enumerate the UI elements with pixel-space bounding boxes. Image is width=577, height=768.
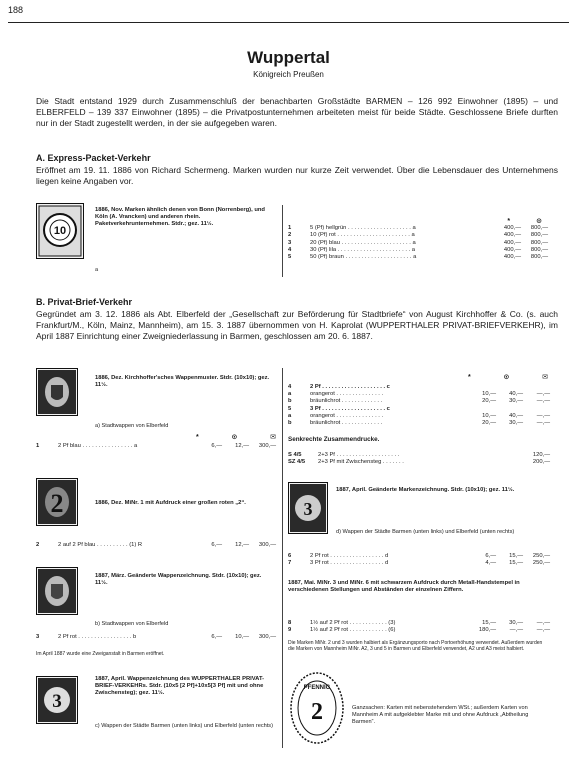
se-tenant-rows (288, 452, 550, 466)
row-description: 20 (Pf) blau . . . . . . . . . . . . . . . . . . . . . . a (310, 239, 416, 246)
row-description: orangerot . . . . . . . . . . . . . . . (310, 391, 384, 398)
row-description: orangerot . . . . . . . . . . . . . . . (310, 412, 384, 419)
used-symbol: ⊙ (536, 218, 542, 225)
table-row (288, 452, 550, 459)
row-price: —,— (536, 627, 550, 634)
page-title: Wuppertal (247, 48, 330, 67)
cancel-value: 2 (311, 699, 323, 725)
row-price: 400,— (503, 239, 521, 246)
row-number: a (288, 412, 292, 419)
stamp-express-a (36, 203, 84, 259)
page-subtitle: Königreich Preußen (253, 70, 324, 79)
table-row (288, 560, 550, 567)
row-price: 800,— (530, 254, 548, 261)
row-number: 9 (288, 627, 292, 634)
stamp-wappen-c (36, 676, 78, 724)
row-description: 3 Pf . . . . . . . . . . . . . . . . . . . . c (310, 405, 390, 412)
row-description: 2 Pf rot . . . . . . . . . . . . . . . . . b (58, 634, 137, 640)
row-number: 1 (288, 225, 292, 232)
table-row (288, 413, 550, 420)
row-description: bräunlichrot . . . . . . . . . . . . . (310, 398, 383, 405)
issue-b1-desc: 1886, Dez. Kirchhoffer'sches Wappenmuster. Stdr. (10x10); gez. 11½. (95, 375, 270, 388)
row-price: 250,— (532, 553, 550, 559)
row-price: 6,— (211, 443, 222, 449)
row-price (523, 384, 550, 391)
row-price (523, 406, 550, 413)
row-number: 1 (36, 443, 40, 449)
stamp-express-a-value: 10 (53, 225, 67, 237)
stamp-d-value: 3 (303, 499, 313, 519)
row-price: 40,— (509, 391, 523, 398)
issue-row-2 (36, 542, 276, 549)
row-number: SZ 4/5 (288, 459, 306, 466)
issue-d-desc: 1887, April. Geänderte Markenzeichnung. Stdr. (10x10); gez. 11½. (336, 487, 515, 493)
row-price: 400,— (503, 246, 521, 253)
row-price (469, 384, 496, 391)
row-price: 400,— (503, 232, 521, 239)
row-description: 2+3 Pf mit Zwischensteg . . . . . . . (318, 459, 404, 466)
cancel-text: PFENNIG (303, 685, 331, 691)
row-description: 2 Pf blau . . . . . . . . . . . . . . . . a (58, 443, 138, 449)
stamp-overprint-2 (36, 478, 78, 526)
section-b-heading: B. Privat-Brief-Verkehr (36, 297, 133, 307)
stamp-express-a-art (37, 204, 83, 258)
overprint-figure: 2 (50, 489, 64, 518)
row-description: 2 Pf . . . . . . . . . . . . . . . . . . . . c (310, 384, 390, 390)
section-a-text: Eröffnet am 19. 11. 1886 von Richard Schermeng. Marken wurden nur kurze Zeit verwendet. Über die Lebensdauer des Unternehmens liegen keine Angaben vor. (36, 165, 558, 186)
row-description: 2 auf 2 Pf blau . . . . . . . . . . (1) R (58, 542, 143, 548)
row-price: —,— (536, 420, 550, 427)
row-price: 6,— (211, 634, 222, 640)
mint-symbol: * (507, 218, 511, 225)
section-b-text: Gegründet am 3. 12. 1886 als Abt. Elberfeld der „Gesellschaft zur Beförderung für Stadtbriefe“ von August Kirchhoffer & Co. (s. auch Frankfurt/M., Köln, Mainz, Mannheim), am 15. 3. 1887 übernommen von H. Kaprolat (WUPPERTHALER PRIVAT-BRIEFVERKEHR), im April 1887 Einrichtung einer Zweigniederlassung in Barmen, geschlossen am 20. 6. 1887. (36, 309, 558, 341)
row-number: 5 (288, 254, 292, 261)
row-description: bräunlichrot . . . . . . . . . . . . . (310, 420, 383, 427)
row-price: 20,— (482, 398, 496, 405)
table-row (288, 406, 550, 413)
row-number: b (288, 398, 292, 405)
section-a-rows (288, 225, 548, 261)
row-price: —,— (536, 412, 550, 419)
section-a-issue-desc: 1886, Nov. Marken ähnlich denen von Bonn (Norrenberg), und Köln (A. Vrancken) und anderen rhein. Paketverkehrunternehmen. Stdr.; gez. 11½. (95, 207, 265, 227)
row-number: 4 (288, 246, 292, 253)
row-price: —,— (536, 398, 550, 405)
stamp-c-value: 3 (52, 691, 62, 712)
section-a-symbols (288, 218, 548, 225)
row-number: 3 (288, 239, 292, 246)
issue-b4-caption: c) Wappen der Städte Barmen (unten links) und Elberfeld (unten rechts) (95, 723, 273, 729)
table-row (288, 398, 550, 405)
table-row (288, 225, 548, 232)
row-price: 300,— (258, 634, 276, 640)
table-row (288, 620, 550, 627)
row-price: 15,— (482, 620, 496, 626)
row-price: 12,— (235, 542, 249, 548)
table-row (288, 459, 550, 466)
row-price: —,— (536, 620, 550, 626)
left-col-symbols: * ⊙ ✉ (196, 434, 276, 441)
postal-stationery-cancel (289, 671, 345, 745)
table-row (36, 542, 276, 549)
row-price: 10,— (482, 391, 496, 398)
row-price: 4,— (485, 560, 496, 567)
row-description: 3 Pf rot . . . . . . . . . . . . . . . . . d (310, 560, 389, 567)
row-price: 120,— (532, 452, 550, 458)
row-description: 30 (Pf) lila . . . . . . . . . . . . . . . . . . . . . . . a (310, 246, 416, 253)
row-number: S 4/5 (288, 452, 302, 458)
row-description: 10 (Pf) rot . . . . . . . . . . . . . . . . . . . . . . . a (310, 232, 415, 239)
issue-d-caption: d) Wappen der Städte Barmen (unten links) und Elberfeld (unten rechts) (336, 529, 515, 535)
mai-note: Die Marken MiNr. 2 und 3 wurden halbiert als Ergänzungsporto nach Portoerhöhung verwendet. Außerdem wurden die Marken von Mannheim MiNr. A2, 3 und 5 in Barmen und Elberfeld verwendet, A2 und A3 meist halbiert. (288, 640, 543, 653)
header-rule (8, 22, 569, 23)
issue-b2-desc: 1886, Dez. MiNr. 1 mit Aufdruck einer großen roten „2“. (95, 500, 246, 506)
section-b-divider (282, 368, 283, 748)
issue-b1-caption: a) Stadtwappen von Elberfeld (95, 423, 169, 429)
row-number: 4 (288, 384, 292, 390)
row-price (496, 384, 523, 391)
table-row (36, 443, 276, 450)
row-price: 12,— (235, 443, 249, 449)
row-price: 400,— (503, 225, 521, 232)
row-number: 7 (288, 560, 292, 567)
row-price: 6,— (211, 542, 222, 548)
right-col-symbols: * ⊙ ✉ (468, 374, 548, 381)
row-number: 2 (36, 542, 40, 548)
stamp-wappen-a (36, 368, 78, 416)
page-number: 188 (8, 5, 24, 15)
section-a-divider (282, 205, 283, 277)
row-price: 30,— (509, 398, 523, 405)
table-row (288, 384, 550, 391)
table-row (288, 240, 548, 247)
row-price: 800,— (530, 246, 548, 253)
table-row (288, 232, 548, 239)
row-price: 400,— (503, 254, 521, 261)
row-price: 15,— (509, 560, 523, 567)
row-price: —,— (509, 627, 523, 634)
type-letter-a: a (95, 267, 99, 273)
row-number: 3 (36, 634, 40, 640)
row-number: 6 (288, 553, 292, 559)
row-price (469, 406, 496, 413)
stamp-wappen-b (36, 567, 78, 615)
table-row (288, 553, 550, 560)
row-price: 10,— (482, 412, 496, 419)
issue-b3-desc: 1887, März. Geänderte Wappenzeichnung. Stdr. (10x10); gez. 11½. (95, 573, 262, 586)
table-row (288, 420, 550, 427)
row-price: 200,— (532, 459, 550, 466)
row-number: a (288, 391, 292, 398)
table-row (288, 254, 548, 261)
row-price: 800,— (530, 232, 548, 239)
row-price: 250,— (532, 560, 550, 567)
row-description: 2 Pf rot . . . . . . . . . . . . . . . . . d (310, 553, 389, 559)
table-row (288, 391, 550, 398)
row-price (496, 406, 523, 413)
row-price: 20,— (482, 420, 496, 427)
row-description: 50 (Pf) braun . . . . . . . . . . . . . . . . . . . . . a (310, 254, 417, 261)
issue-b3-note: Im April 1887 wurde eine Zweiganstalt in Barmen eröffnet. (36, 651, 165, 657)
row-description: 2+3 Pf . . . . . . . . . . . . . . . . . . . . (318, 452, 400, 458)
issue-row-1 (36, 443, 276, 450)
row-price: 30,— (509, 620, 523, 626)
row-price: 6,— (485, 553, 496, 559)
row-price: 180,— (478, 627, 496, 634)
row-description: 1½ auf 2 Pf rot . . . . . . . . . . . . (3) (310, 620, 396, 626)
section-a-table (288, 218, 548, 261)
issue-mai-desc: 1887, Mai. MiNr. 3 und MiNr. 6 mit schwarzem Aufdruck durch Metall-Handstempel in verschiedenen Stellungen und Abständen der einzelnen Ziffern. (288, 580, 520, 593)
row-description: 1½ auf 2 Pf rot . . . . . . . . . . . . (6) (310, 627, 396, 634)
row-price: 40,— (509, 412, 523, 419)
stamp-issue-d (288, 482, 328, 534)
issue-d-rows (288, 553, 550, 567)
se-tenant-heading: Senkrechte Zusammendrucke. (288, 436, 380, 443)
intro-paragraph: Die Stadt entstand 1929 durch Zusammenschluß der benachbarten Großstädte BARMEN – 126 992 Einwohner (1895) – und ELBERFELD – 139 337 Einwohner (1895) – die Privatpostunternehmen arbeiteten meist für beide Städte. Geschlossene Briefe durften nur in der Stadt zugestellt werden, in der sie aufgegeben waren. (36, 96, 558, 128)
row-price: —,— (536, 391, 550, 398)
row-number: 2 (288, 232, 292, 239)
row-price: 30,— (509, 420, 523, 427)
row-price: 10,— (235, 634, 249, 640)
row-number: 5 (288, 405, 292, 412)
ganzsachen-text: Ganzsachen: Karten mit nebenstehendem WSt.; außerdem Karten von Mannheim A mit aufgeklebter Marke mit und ohne Aufdruck „Abtheilung Barmen“. (352, 705, 529, 725)
row-price: 15,— (509, 553, 523, 559)
table-row (288, 247, 548, 254)
row-price: 300,— (258, 443, 276, 449)
issue-b4-desc: 1887, April. Wappenzeichnung des WUPPERTHALER PRIVAT-BRIEF-VERKEHRs. Stdr. (10x5 [2 Pf]+10x5[3 Pf] mit und ohne Zwischensteg); gez. 11½. (95, 676, 265, 696)
row-description: 5 (Pf) hellgrün . . . . . . . . . . . . . . . . . . . . a (310, 225, 416, 232)
row-price: 800,— (530, 239, 548, 246)
issue-b3-caption: b) Stadtwappen von Elberfeld (95, 621, 169, 627)
table-row (288, 627, 550, 634)
row-price: 300,— (258, 542, 276, 548)
row-number: b (288, 420, 292, 427)
table-row (36, 634, 276, 641)
section-a-heading: A. Express-Packet-Verkehr (36, 153, 151, 163)
row-number: 8 (288, 620, 292, 626)
right-rows-top (288, 384, 550, 427)
row-price: 800,— (530, 225, 548, 232)
issue-row-3 (36, 634, 276, 641)
issue-mai-rows (288, 620, 550, 634)
